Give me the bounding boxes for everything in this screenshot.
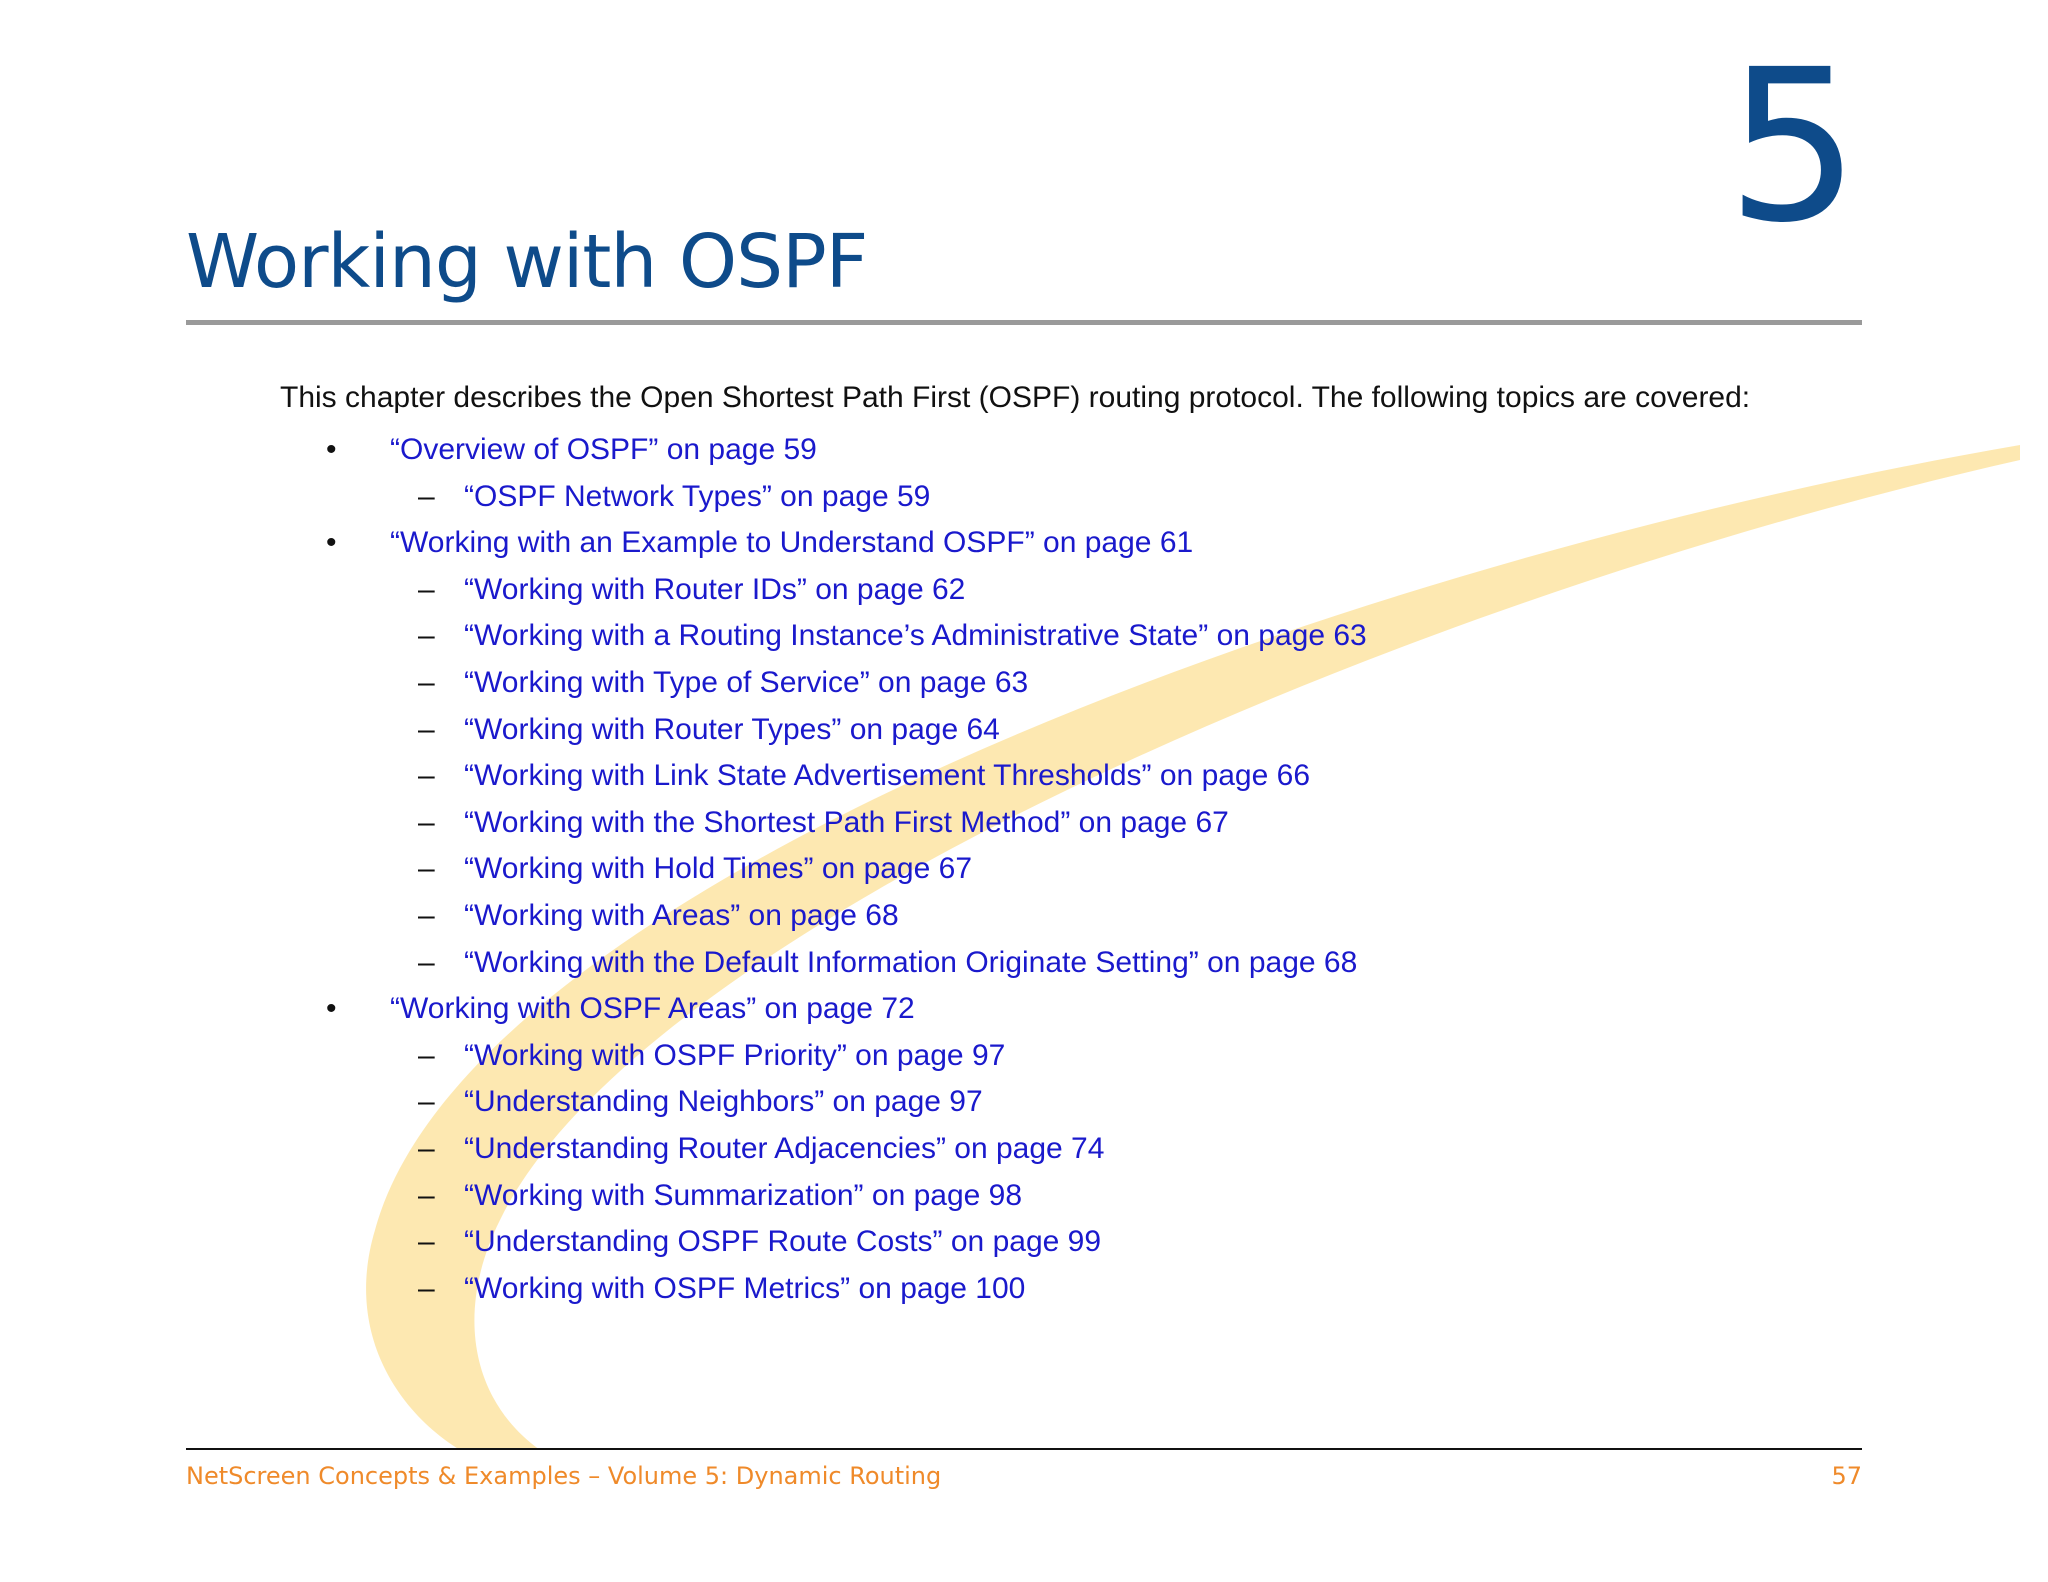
subtopic-item [0,1126,2048,1173]
dash-icon: – [418,1271,435,1305]
topic-link[interactable]: “Working with an Example to Understand OSPF” on page 61 [390,526,1194,560]
subtopic-item [0,846,2048,893]
topic-link[interactable]: “Working with Router Types” on page 64 [464,712,1000,746]
subtopic-item [0,707,2048,754]
topic-item [0,986,2048,1033]
topic-link[interactable]: “Working with OSPF Areas” on page 72 [390,992,915,1026]
footer-book-title: NetScreen Concepts & Examples – Volume 5: Dynamic Routing [186,1462,942,1490]
topic-link[interactable]: “Working with Areas” on page 68 [464,898,899,932]
subtopic-item [0,940,2048,987]
dash-icon: – [418,619,435,653]
subtopic-item [0,1079,2048,1126]
dash-icon: – [418,1085,435,1119]
subtopic-item [0,1173,2048,1220]
footer-divider [186,1448,1862,1450]
dash-icon: – [418,898,435,932]
dash-icon: – [418,572,435,606]
topic-link[interactable]: “Understanding Router Adjacencies” on page 74 [464,1131,1105,1165]
subtopic-item [0,660,2048,707]
chapter-title: Working with OSPF [186,219,868,305]
footer-page-number: 57 [1831,1462,1862,1490]
dash-icon: – [418,1038,435,1072]
subtopic-item [0,1219,2048,1266]
dash-icon: – [418,805,435,839]
topic-link[interactable]: “Working with the Default Information Originate Setting” on page 68 [464,945,1358,979]
dash-icon: – [418,1225,435,1259]
topic-link[interactable]: “Overview of OSPF” on page 59 [390,433,817,466]
topic-item [0,520,2048,567]
topic-link[interactable]: “Working with OSPF Priority” on page 97 [464,1038,1006,1072]
topic-item [0,427,2048,474]
topic-link[interactable]: “Working with Link State Advertisement Thresholds” on page 66 [464,759,1311,793]
topic-list [0,427,2048,1312]
subtopic-item [0,893,2048,940]
topic-link[interactable]: “Working with Router IDs” on page 62 [464,572,966,606]
bullet-icon: • [326,992,337,1026]
bullet-icon: • [326,526,337,560]
topic-link[interactable]: “Working with Summarization” on page 98 [464,1178,1023,1212]
topic-link[interactable]: “Working with Hold Times” on page 67 [464,852,973,886]
bullet-icon: • [326,433,337,466]
dash-icon: – [418,479,435,513]
dash-icon: – [418,665,435,699]
dash-icon: – [418,1178,435,1212]
dash-icon: – [418,1131,435,1165]
subtopic-item [0,1266,2048,1313]
dash-icon: – [418,712,435,746]
topic-link[interactable]: “OSPF Network Types” on page 59 [464,479,931,513]
subtopic-item [0,567,2048,614]
subtopic-item [0,1033,2048,1080]
topic-link[interactable]: “Working with Type of Service” on page 63 [464,665,1029,699]
chapter-number: 5 [1726,24,1860,269]
subtopic-item [0,800,2048,847]
subtopic-item [0,613,2048,660]
title-divider [186,320,1862,325]
dash-icon: – [418,852,435,886]
intro-paragraph: This chapter describes the Open Shortest Path First (OSPF) routing protocol. The following topics are covered: [280,381,1751,414]
topic-link[interactable]: “Understanding OSPF Route Costs” on page 99 [464,1225,1102,1259]
subtopic-item [0,753,2048,800]
dash-icon: – [418,945,435,979]
topic-link[interactable]: “Working with OSPF Metrics” on page 100 [464,1271,1026,1305]
topic-link[interactable]: “Understanding Neighbors” on page 97 [464,1085,983,1119]
subtopic-item [0,474,2048,521]
topic-link[interactable]: “Working with a Routing Instance’s Administrative State” on page 63 [464,619,1367,653]
dash-icon: – [418,759,435,793]
topic-link[interactable]: “Working with the Shortest Path First Method” on page 67 [464,805,1229,839]
